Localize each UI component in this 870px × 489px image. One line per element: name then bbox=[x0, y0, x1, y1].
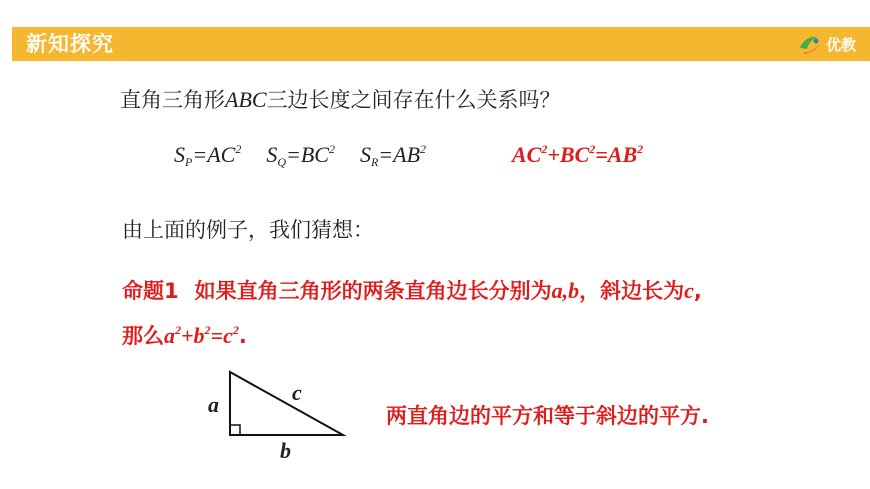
question-triangle: ABC bbox=[225, 87, 267, 112]
proposition-line-1: 命题1 如果直角三角形的两条直角边长分别为a,b，斜边长为c, bbox=[122, 278, 702, 303]
proposition-label: 命题1 bbox=[122, 279, 179, 303]
area-r: $S_R=AB^2$ bbox=[359, 142, 427, 169]
conjecture-text: 由上面的例子，我们猜想： bbox=[122, 218, 374, 242]
area-p: $S_P=AC^2$ bbox=[174, 142, 242, 169]
question-prefix: 直角三角形 bbox=[120, 88, 225, 112]
triangle-shape bbox=[230, 372, 343, 435]
label-b: b bbox=[280, 438, 291, 463]
proposition-line-2: 那么$a^2+b^2=c^2$. bbox=[122, 323, 247, 348]
relation-formula: $AC^2+BC^2=AB^2$ bbox=[512, 142, 644, 167]
label-a: a bbox=[208, 392, 219, 417]
logo-text: 优教 bbox=[825, 35, 856, 54]
label-c: c bbox=[292, 380, 302, 405]
area-q: $S_Q=BC^2$ bbox=[266, 142, 335, 169]
theorem-statement: 两直角边的平方和等于斜边的平方. bbox=[386, 404, 709, 428]
page-title: 新知探究 bbox=[26, 32, 114, 56]
question-suffix: 三边长度之间存在什么关系吗？ bbox=[266, 88, 561, 112]
right-angle-mark bbox=[230, 425, 240, 435]
